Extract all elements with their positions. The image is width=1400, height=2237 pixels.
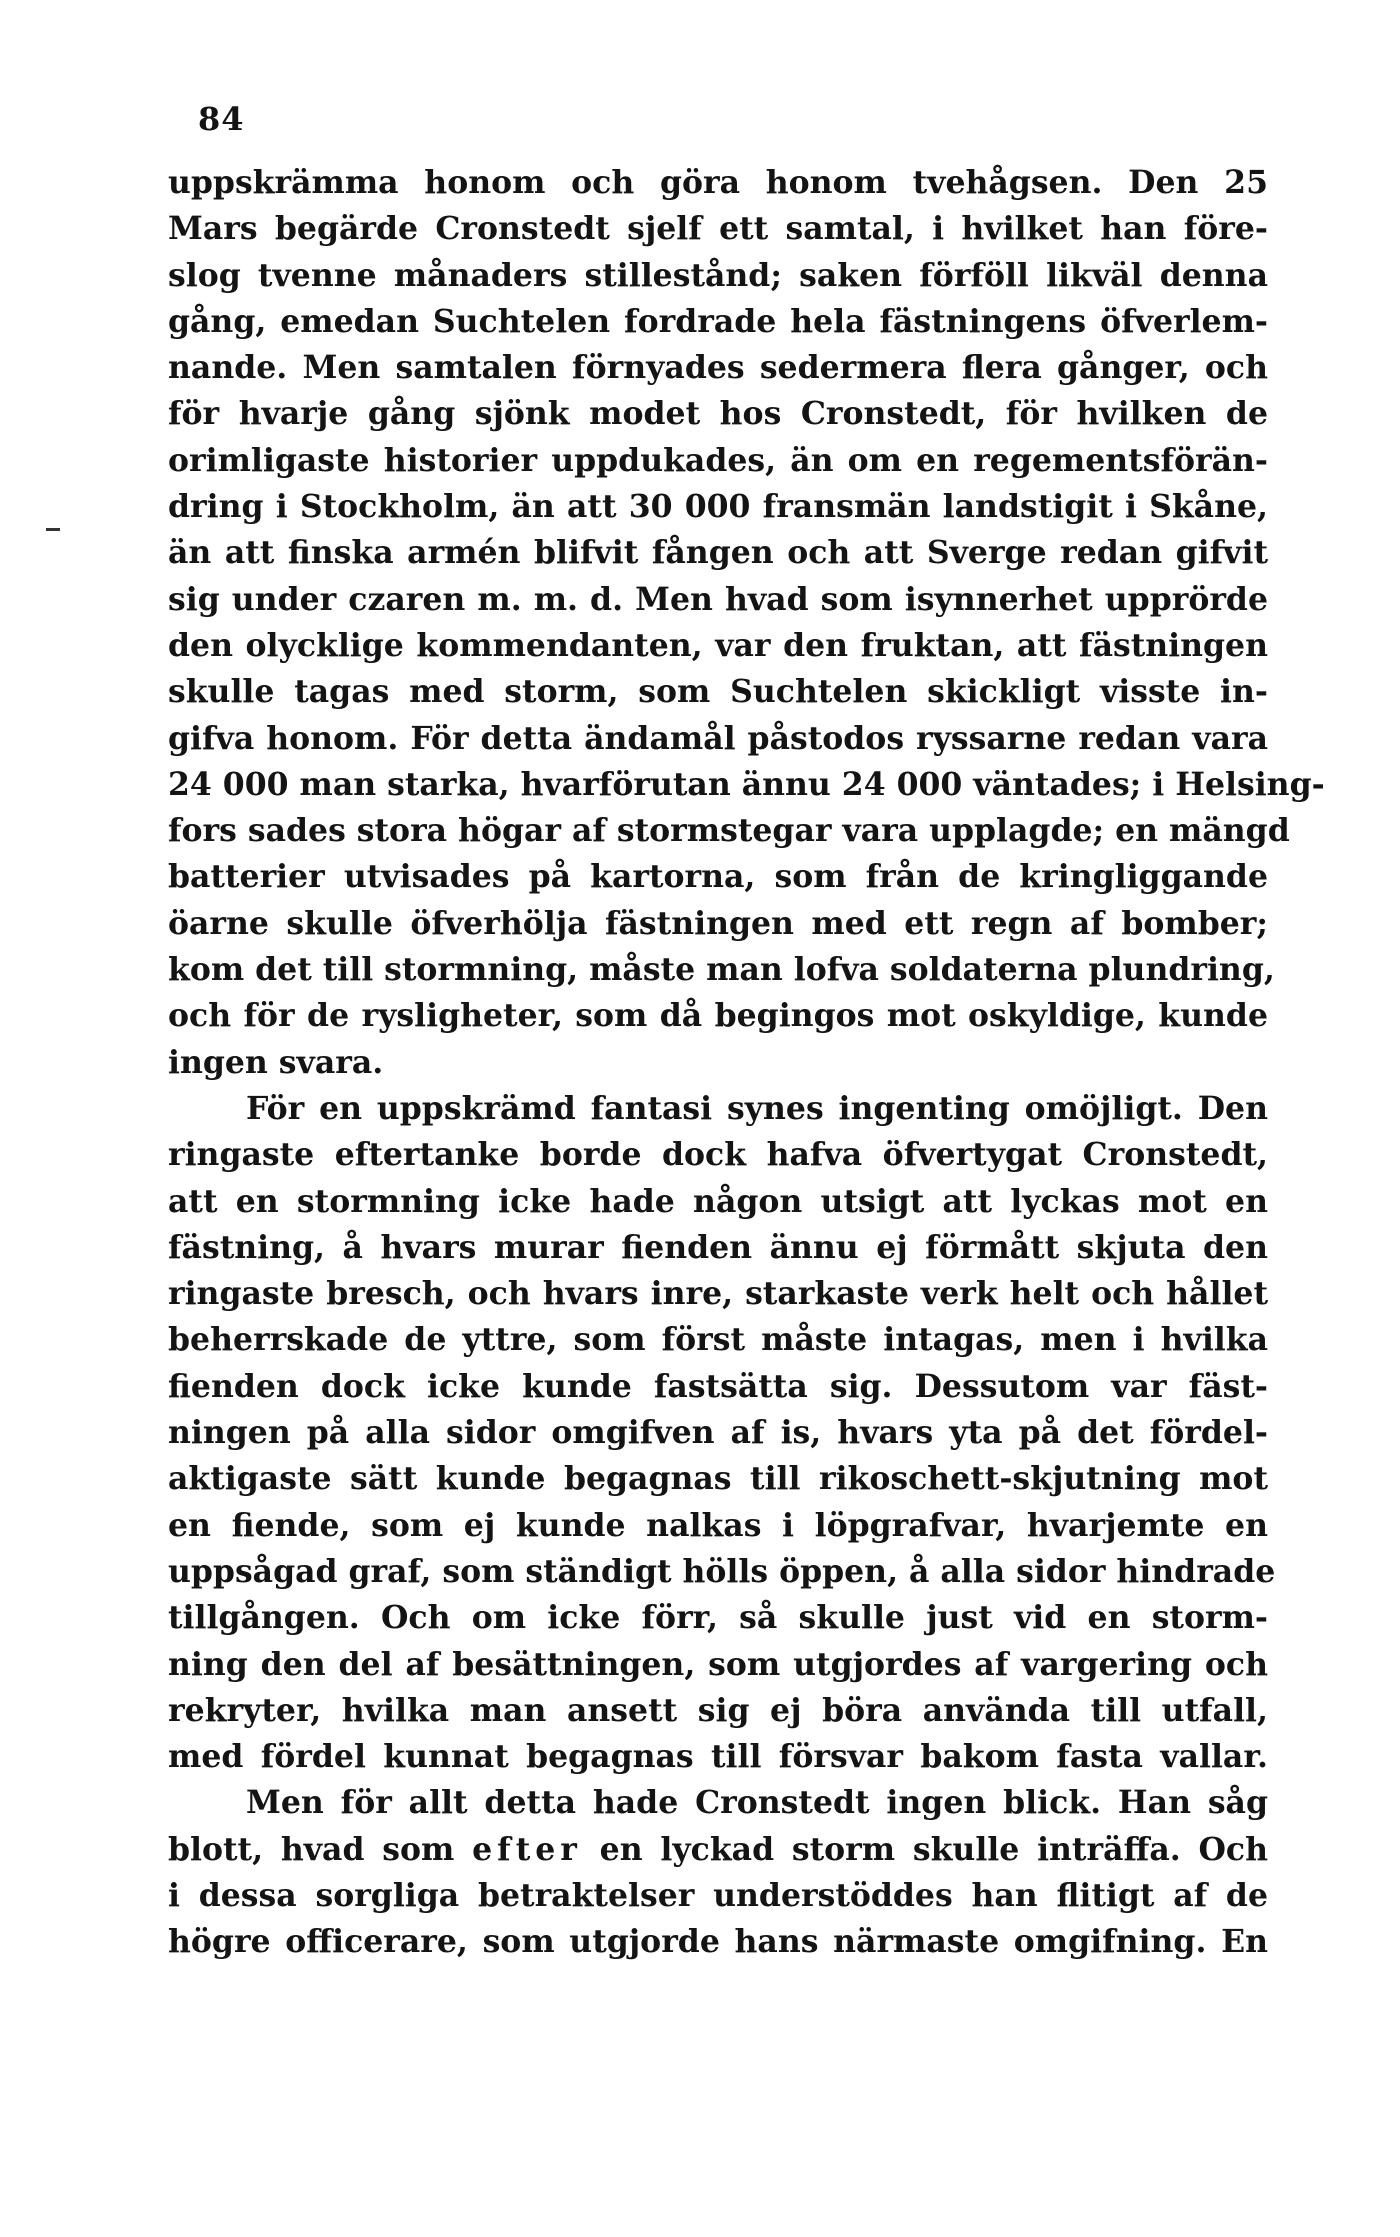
text-line: ningen på alla sidor omgifven af is, hvars yta på det fördel- bbox=[168, 1414, 1268, 1452]
text-line: den olycklige kommendanten, var den fruktan, att fästningen bbox=[168, 626, 1268, 664]
text-line: batterier utvisades på kartorna, som från de kringliggande bbox=[168, 858, 1268, 896]
text-line: gång, emedan Suchtelen fordrade hela fästningens öfverlem- bbox=[168, 302, 1268, 340]
text-line: med fördel kunnat begagnas till försvar bakom fasta vallar. bbox=[168, 1738, 1268, 1776]
text-line: högre officerare, som utgjorde hans närmaste omgifning. En bbox=[168, 1923, 1268, 1961]
text-line: fors sades stora högar af stormstegar vara upplagde; en mängd bbox=[168, 812, 1290, 850]
emphasized-word: efter bbox=[472, 1830, 582, 1868]
text-line: slog tvenne månaders stillestånd; saken förföll likväl denna bbox=[168, 256, 1268, 294]
text-line: och för de rysligheter, som då begingos mot oskyldige, kunde bbox=[168, 997, 1268, 1035]
text-line: ringaste bresch, och hvars inre, starkaste verk helt och hållet bbox=[168, 1275, 1268, 1313]
text-line bbox=[168, 1827, 1268, 1873]
text-line: ringaste eftertanke borde dock hafva öfvertygat Cronstedt, bbox=[168, 1136, 1268, 1174]
text-line: i dessa sorgliga betraktelser understöddes han flitigt af de bbox=[168, 1876, 1268, 1914]
text-line: fienden dock icke kunde fastsätta sig. Dessutom var fäst- bbox=[168, 1367, 1268, 1405]
text-line: rekryter, hvilka man ansett sig ej böra använda till utfall, bbox=[168, 1691, 1268, 1729]
text-segment: blott, hvad som bbox=[168, 1830, 455, 1868]
text-line: ning den del af besättningen, som utgjordes af vargering och bbox=[168, 1645, 1268, 1683]
text-line: 24 000 man starka, hvarförutan ännu 24 000 väntades; i Helsing- bbox=[168, 765, 1325, 803]
text-line: öarne skulle öfverhölja fästningen med ett regn af bomber; bbox=[168, 904, 1268, 942]
margin-mark bbox=[46, 528, 60, 531]
text-line: orimligaste historier uppdukades, än om en regementsförän- bbox=[168, 441, 1268, 479]
text-line: gifva honom. För detta ändamål påstodos ryssarne redan vara bbox=[168, 719, 1268, 757]
text-line: uppskrämma honom och göra honom tvehågsen. Den 25 bbox=[168, 164, 1268, 201]
text-line: sig under czaren m. m. d. Men hvad som isynnerhet upprörde bbox=[168, 580, 1268, 618]
body-text bbox=[168, 160, 1325, 1966]
text-line: beherrskade de yttre, som först måste intagas, men i hvilka bbox=[168, 1321, 1268, 1359]
paragraph-start-line: För en uppskrämd fantasi synes ingenting omöjligt. Den bbox=[246, 1089, 1268, 1127]
text-line: att en stormning icke hade någon utsigt att lyckas mot en bbox=[168, 1182, 1268, 1220]
text-line: nande. Men samtalen förnyades sedermera flera gånger, och bbox=[168, 349, 1268, 387]
text-line: ingen svara. bbox=[168, 1043, 384, 1081]
paragraph-start-line: Men för allt detta hade Cronstedt ingen blick. Han såg bbox=[246, 1784, 1268, 1822]
text-line: för hvarje gång sjönk modet hos Cronstedt, för hvilken de bbox=[168, 395, 1268, 433]
text-line: aktigaste sätt kunde begagnas till rikoschett-skjutning mot bbox=[168, 1460, 1268, 1498]
text-line: tillgången. Och om icke förr, så skulle just vid en storm- bbox=[168, 1599, 1268, 1637]
text-line: än att finska armén blifvit fången och att Sverge redan gifvit bbox=[168, 534, 1268, 572]
text-line: kom det till stormning, måste man lofva soldaterna plundring, bbox=[168, 951, 1275, 989]
text-line: dring i Stockholm, än att 30 000 fransmän landstigit i Skåne, bbox=[168, 488, 1268, 526]
text-line: skulle tagas med storm, som Suchtelen skickligt visste in- bbox=[168, 673, 1268, 711]
text-line: en fiende, som ej kunde nalkas i löpgrafvar, hvarjemte en bbox=[168, 1506, 1268, 1544]
text-line: Mars begärde Cronstedt sjelf ett samtal, i hvilket han före- bbox=[168, 210, 1268, 248]
text-line: uppsågad graf, som ständigt hölls öppen, å alla sidor hindrade bbox=[168, 1552, 1276, 1590]
text-segment: en lyckad storm skulle inträffa. Och bbox=[599, 1830, 1269, 1868]
page-number: 84 bbox=[198, 100, 245, 138]
text-line: fästning, å hvars murar fienden ännu ej förmått skjuta den bbox=[168, 1228, 1268, 1266]
